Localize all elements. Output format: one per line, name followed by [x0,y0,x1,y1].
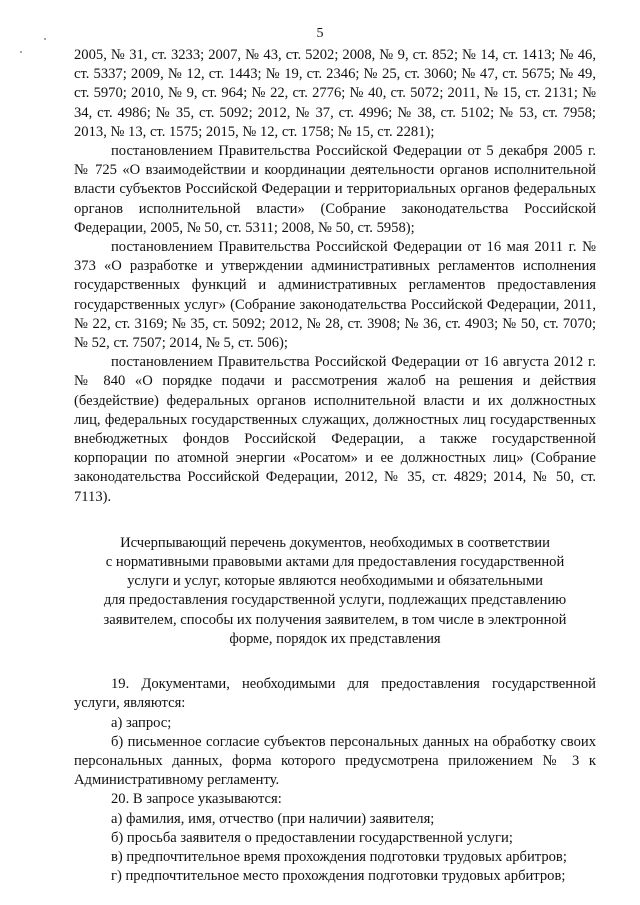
document-body [74,46,596,886]
list-item-20a: а) фамилия, имя, отчество (при наличии) заявителя; [111,810,435,827]
scan-speck [20,51,22,53]
list-item-20b: б) просьба заявителя о предоставлении государственной услуги; [111,829,513,846]
paragraph-citation-continuation: 2005, № 31, ст. 3233; 2007, № 43, ст. 5202; 2008, № 9, ст. 852; № 14, ст. 1413; № 46, ст. 5337; 2009, № 12, ст. 1443; № 19, ст. 2346; № 25, ст. 3060; № 47, ст. 5675; № 49, ст. 5970; 2010, № 9, ст. 964; № 22, ст. 2776; № 40, ст. 5072; 2011, № 15, ст. 2131; № 34, ст. 4986; № 35, ст. 5092; 2012, № 37, ст. 4996; № 38, ст. 5102; № 53, ст. 7958; 2013, № 13, ст. 1575; 2015, № 12, ст. 1758; № 15, ст. 2281); [74,47,596,140]
list-item-20c: в) предпочтительное время прохождения подготовки трудовых арбитров; [111,848,567,865]
paragraph-decree-373: постановлением Правительства Российской Федерации от 16 мая 2011 г. № 373 «О разработке и утверждении административных регламентов исполнения государственных функций и административных регламентов предоставления государственных услуг» (Собрание законодательства Российской Федерации, 2011, № 22, ст. 3169; № 35, ст. 5092; 2012, № 28, ст. 3908; № 36, ст. 4903; № 50, ст. 7070; № 52, ст. 7507; 2014, № 5, ст. 506); [74,239,596,352]
page-number: 5 [316,26,324,41]
paragraph-item-19: 19. Документами, необходимыми для предоставления государственной услуги, являются: [74,676,596,712]
paragraph-decree-725: постановлением Правительства Российской Федерации от 5 декабря 2005 г. № 725 «О взаимодействии и координации деятельности органов исполнительной власти субъектов Российской Федерации и территориальных органов федеральных органов исполнительной власти» (Собрание законодательства Российской Федерации, 2005, № 50, ст. 5311; 2008, № 50, ст. 5958); [74,143,596,236]
section-heading-line: с нормативными правовыми актами для предоставления государственной [105,554,565,571]
paragraph-decree-840: постановлением Правительства Российской Федерации от 16 августа 2012 г. № 840 «О порядке подачи и рассмотрения жалоб на решения и действия (бездействие) федеральных органов исполнительной власти и их должностных лиц, федеральных государственных служащих, должностных лиц государственных внебюджетных фондов Российской Федерации, а также государственной корпорации по атомной энергии «Росатом» и ее должностных лиц» (Собрание законодательства Российской Федерации, 2012, № 35, ст. 4829; 2014, № 50, ст. 7113). [74,354,596,505]
list-item-20d: г) предпочтительное место прохождения подготовки трудовых арбитров; [111,868,566,885]
section-heading-line: форме, порядок их представления [229,630,441,647]
section-heading-line: Исчерпывающий перечень документов, необходимых в соответствии [120,534,550,551]
section-heading-line: услуги и услуг, которые являются необходимыми и обязательными [127,573,543,590]
paragraph-item-20: 20. В запросе указываются: [111,791,282,808]
list-item-19b: б) письменное согласие субъектов персональных данных на обработку своих персональных данных, форма которого предусмотрена приложением № 3 к Административному регламенту. [74,733,596,789]
scan-speck [44,38,46,40]
section-heading [74,534,596,649]
section-heading-line: заявителем, способы их получения заявителем, в том числе в электронной [103,611,567,628]
section-heading-line: для предоставления государственной услуги, подлежащих представлению [103,592,567,609]
list-item-19a: а) запрос; [111,714,172,731]
